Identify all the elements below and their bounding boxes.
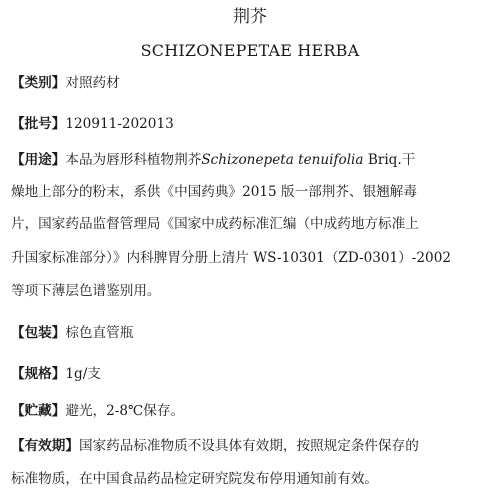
field-storage-label: 【贮藏】	[11, 403, 66, 419]
field-usage-line-5: 等项下薄层色谱鉴别用。	[11, 283, 161, 299]
field-storage-value: 避光，2-8℃保存。	[65, 403, 185, 419]
title-chinese: 荆芥	[233, 7, 267, 27]
field-packaging	[11, 323, 493, 343]
field-batch-label: 【批号】	[11, 116, 66, 132]
field-usage-line-2: 燥地上部分的粉末，系供《中国药典》2015 版一部荆芥、银翘解毒	[11, 184, 417, 200]
field-category	[11, 73, 493, 93]
field-usage-latin-name: Schizonepeta tenuifolia	[201, 152, 364, 168]
field-usage	[11, 150, 493, 170]
field-usage-text-1b: Briq.干	[363, 152, 416, 168]
field-category-label: 【类别】	[11, 75, 66, 91]
field-spec-label: 【规格】	[11, 366, 66, 382]
field-usage-line-3: 片，国家药品监督管理局《国家中成药标准汇编（中成药地方标准上	[11, 216, 419, 232]
field-validity-text-1: 国家药品标准物质不设具体有效期，按照规定条件保存的	[78, 438, 419, 454]
title-latin: SCHIZONEPETAE HERBA	[140, 41, 360, 60]
field-validity	[11, 436, 493, 456]
field-usage-line-4: 升国家标准部分）》内科脾胃分册上清片 WS-10301（ZD-0301）-2002	[11, 250, 451, 266]
field-validity-line-2: 标准物质，在中国食品药品检定研究院发布停用通知前有效。	[11, 471, 379, 487]
field-category-value: 对照药材	[65, 75, 120, 91]
field-validity-label: 【有效期】	[11, 438, 79, 454]
field-packaging-label: 【包装】	[11, 325, 66, 341]
field-spec-value: 1g/支	[65, 366, 101, 382]
field-packaging-value: 棕色直管瓶	[65, 325, 134, 341]
field-batch-value: 120911-202013	[65, 116, 174, 132]
field-batch	[11, 114, 493, 134]
field-usage-text-1: 本品为唇形科植物荆芥	[65, 152, 202, 168]
field-usage-label: 【用途】	[11, 152, 66, 168]
field-storage	[11, 401, 493, 421]
field-spec	[11, 364, 493, 384]
